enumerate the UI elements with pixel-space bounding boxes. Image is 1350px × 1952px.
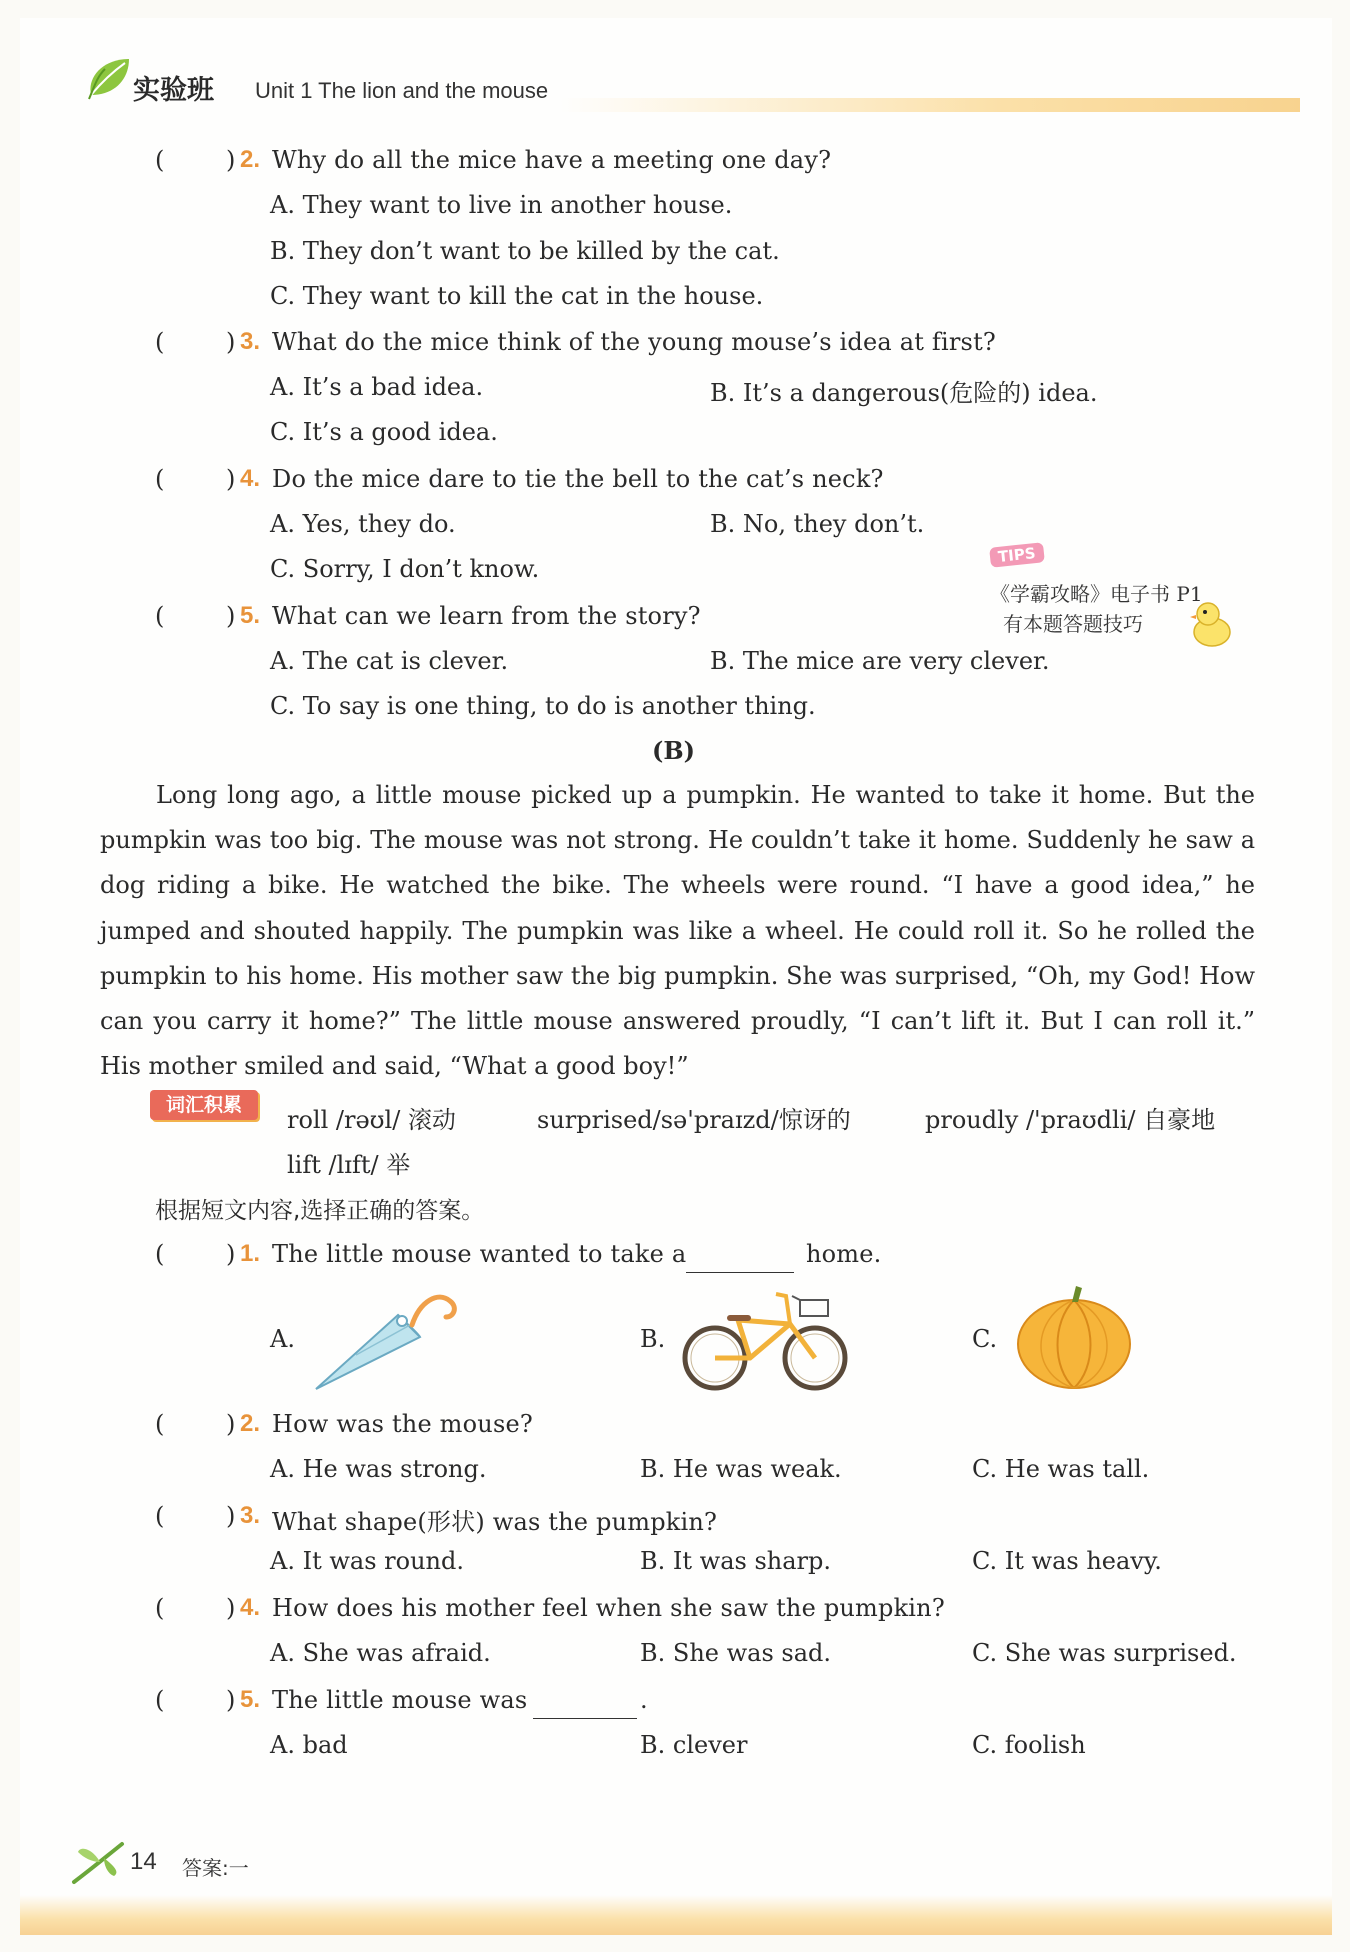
story-passage [100, 773, 1255, 1089]
header-bar [560, 98, 1300, 112]
answer-bracket[interactable]: ( [155, 602, 165, 630]
option-a: A. She was afraid. [270, 1639, 491, 1667]
answer-blank[interactable] [686, 1250, 794, 1273]
option-c: C. foolish [972, 1731, 1086, 1759]
question-text-start: The little mouse was [272, 1686, 528, 1714]
question-text: How was the mouse? [272, 1410, 533, 1438]
option-a: A. They want to live in another house. [270, 191, 733, 219]
option-b: B. No, they don’t. [710, 510, 925, 538]
tips-label: TIPS [989, 542, 1044, 567]
vocab-badge: 词汇积累 [150, 1090, 258, 1120]
answer-blank[interactable] [533, 1696, 637, 1719]
option-a: A. bad [270, 1731, 348, 1759]
option-c-label: C. [972, 1325, 998, 1353]
option-c: C. It’s a good idea. [270, 418, 498, 446]
question-number: 5. [240, 1686, 261, 1713]
answer-bracket[interactable]: ( [155, 1686, 165, 1714]
answer-bracket[interactable]: ( [155, 1410, 165, 1438]
answer-bracket[interactable]: ( [155, 146, 165, 174]
question-text: What shape(形状) was the pumpkin? [272, 1508, 718, 1536]
option-a: A. It was round. [270, 1547, 464, 1575]
question-text-end: home. [806, 1240, 882, 1268]
answer-bracket[interactable]: ( [155, 1594, 165, 1622]
vocab-roll: roll /rəʊl/ 滚动 [287, 1106, 456, 1134]
option-b: B. It’s a dangerous(危险的) idea. [710, 379, 1098, 407]
option-b: B. It was sharp. [640, 1547, 831, 1575]
section-title: (B) [652, 736, 695, 765]
option-a: A. Yes, they do. [270, 510, 456, 538]
option-b-label: B. [640, 1325, 666, 1353]
tips-line-1[interactable]: 《学霸攻略》电子书 P1 [990, 582, 1203, 606]
answer-bracket[interactable]: ( [155, 1240, 165, 1268]
question-text-start: The little mouse wanted to take a [272, 1240, 687, 1268]
question-text: Do the mice dare to tie the bell to the cat’s neck? [272, 465, 884, 493]
question-text: What do the mice think of the young mouse’s idea at first? [272, 328, 996, 356]
question-number: 1. [240, 1240, 261, 1267]
option-b: B. They don’t want to be killed by the cat. [270, 237, 780, 265]
dragonfly-icon [70, 1838, 128, 1886]
tips-line-2: 有本题答题技巧 [1003, 612, 1143, 636]
question-number: 4. [240, 465, 261, 492]
passage-text: Long long ago, a little mouse picked up a pumpkin. He wanted to take it home. But the pumpkin was too big. The mouse was not strong. He couldn’t take it home. Suddenly he saw a dog riding a bike. He watched the bike. The wheels were round. “I have a good idea,” he jumped and shouted happily. The pumpkin was like a wheel. He could roll it. So he rolled the pumpkin to his home. His mother saw the big pumpkin. She was surprised, “Oh, my God! How can you carry it home?” The little mouse answered proudly, “I can’t lift it. But I can roll it.” His mother smiled and said, “What a good boy!” [100, 781, 1255, 1081]
vocab-surprised: surprised/sə'praɪzd/惊讶的 [537, 1106, 851, 1134]
option-c: C. Sorry, I don’t know. [270, 555, 540, 583]
answer-line: 答案:一 [182, 1856, 249, 1880]
option-c: C. He was tall. [972, 1455, 1150, 1483]
answer-bracket[interactable]: ( [155, 328, 165, 356]
answer-bracket[interactable]: ( [155, 465, 165, 493]
pumpkin-icon [1012, 1282, 1137, 1392]
question-number: 2. [240, 146, 261, 173]
question-number: 5. [240, 602, 261, 629]
answer-bracket[interactable]: ( [155, 1502, 165, 1530]
option-c: C. To say is one thing, to do is another thing. [270, 692, 816, 720]
question-text-end: . [640, 1686, 648, 1714]
question-number: 3. [240, 1502, 261, 1529]
option-a-label: A. [270, 1325, 295, 1353]
option-b: B. The mice are very clever. [710, 647, 1050, 675]
unit-title: Unit 1 The lion and the mouse [255, 78, 549, 103]
umbrella-icon [308, 1285, 468, 1393]
vocab-proudly: proudly /'praʊdli/ 自豪地 [925, 1106, 1216, 1134]
instruction: 根据短文内容,选择正确的答案。 [155, 1198, 485, 1224]
option-b: B. clever [640, 1731, 748, 1759]
option-b: B. She was sad. [640, 1639, 832, 1667]
option-a: A. He was strong. [270, 1455, 487, 1483]
option-a: A. The cat is clever. [270, 647, 509, 675]
vocab-lift: lift /lɪft/ 举 [287, 1151, 411, 1179]
option-b: B. He was weak. [640, 1455, 842, 1483]
footer-band [20, 1895, 1332, 1935]
chick-icon [1188, 600, 1234, 650]
option-c: C. They want to kill the cat in the house. [270, 282, 764, 310]
question-text: How does his mother feel when she saw the pumpkin? [272, 1594, 945, 1622]
brand-title: 实验班 [133, 75, 214, 106]
question-number: 4. [240, 1594, 261, 1621]
question-text: What can we learn from the story? [272, 602, 701, 630]
option-c: C. It was heavy. [972, 1547, 1162, 1575]
option-c: C. She was surprised. [972, 1639, 1237, 1667]
question-text: Why do all the mice have a meeting one day? [272, 146, 832, 174]
bike-icon [680, 1280, 855, 1395]
option-a: A. It’s a bad idea. [270, 373, 484, 401]
question-number: 3. [240, 328, 261, 355]
page-number: 14 [130, 1848, 157, 1875]
question-number: 2. [240, 1410, 261, 1437]
leaf-logo-icon [85, 55, 135, 101]
